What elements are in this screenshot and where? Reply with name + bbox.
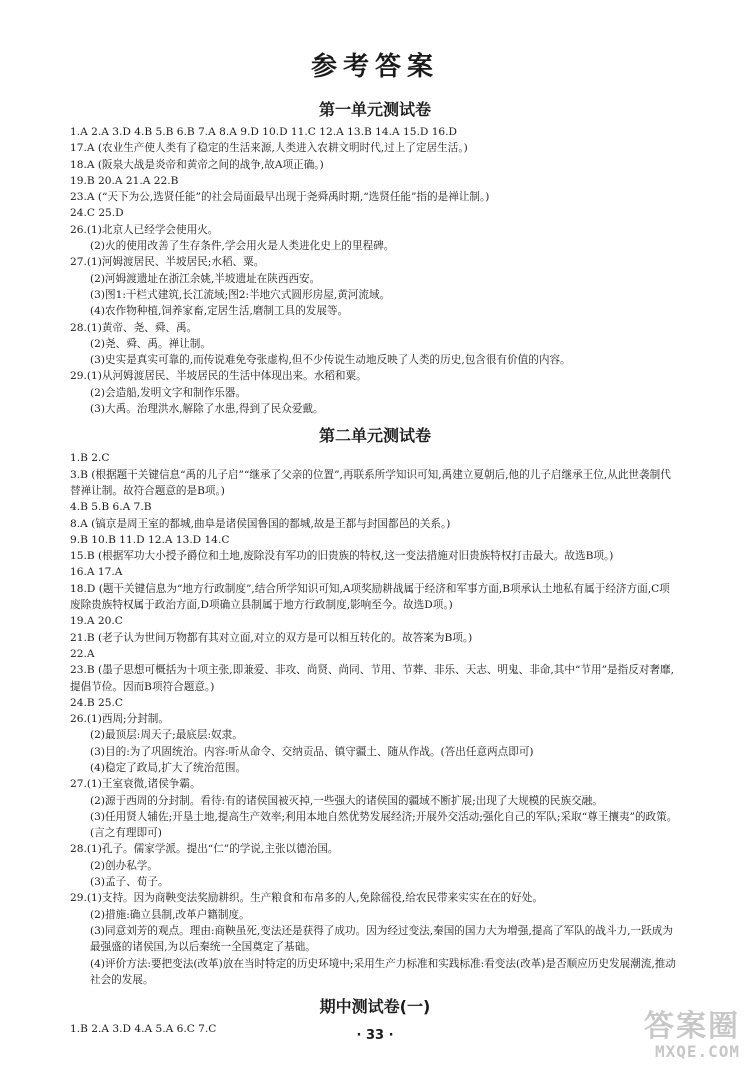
answer-line: 29.(1)支持。因为商鞅变法奖励耕织。生产粮食和布帛多的人,免除徭役,给农民带来实实在在的好处。: [70, 892, 543, 905]
answer-line: (2)最顶层:周天子;最底层:奴隶。: [90, 729, 243, 742]
watermark-text: 答案圈: [644, 1009, 740, 1044]
section-title: 第二单元测试卷: [318, 426, 431, 446]
answer-line: 29.(1)从河姆渡居民、半坡居民的生活中体现出来。水稻和粟。: [70, 370, 367, 383]
page-title: 参考答案: [310, 52, 439, 82]
answer-line: 3.B (根据题干关键信息“禹的儿子启”“继承了父亲的位置”,再联系所学知识可知,禹建立夏朝后,他的儿子启继承王位,从此世袭制代替禅让制。故符合题意的是B项。): [70, 468, 671, 497]
answer-line: (2)尧、舜、禹。禅让制。: [90, 337, 211, 350]
answer-line: 8.A (镐京是周王室的都城,曲阜是诸侯国鲁国的都城,故是王都与封国都邑的关系。): [70, 517, 451, 530]
answer-line: 1.B 2.A 3.D 4.A 5.A 6.C 7.C: [70, 1023, 217, 1036]
answer-line: 24.B 25.C: [70, 696, 123, 709]
answer-line: 26.(1)北京人已经学会使用火。: [70, 223, 219, 236]
answer-line: 16.A 17.A: [70, 566, 123, 579]
answer-line: 18.A (阪泉大战是炎帝和黄帝之间的战争,故A项正确。): [70, 158, 324, 171]
page-number: · 33 ·: [356, 1028, 394, 1043]
answer-line: (3)目的:为了巩固统治。内容:听从命令、交纳贡品、镇守疆土、随从作战。(答出任意两点即可): [90, 745, 534, 758]
answer-line: 26.(1)西周;分封制。: [70, 713, 169, 726]
answer-line: (3)同意刘芳的观点。理由:商鞅虽死,变法还是获得了成功。因为经过变法,秦国的国力大为增强,提高了军队的战斗力,一跃成为最强盛的诸侯国,为以后秦统一全国奠定了基础。: [90, 924, 673, 954]
answer-line: (3)图1:干栏式建筑,长江流域;图2:半地穴式圆形房屋,黄河流域。: [90, 288, 391, 301]
answer-line: (3)任用贤人辅佐;开垦土地,提高生产效率;利用本地自然优势发展经济;开展外交活动;强化自己的军队;采取“尊王攘夷”的政策。(言之有理即可): [90, 810, 678, 840]
answer-line: (4)稳定了政局,扩大了统治范围。: [90, 761, 247, 774]
answer-line: (2)会造船,发明文字和制作乐器。: [90, 386, 247, 399]
answer-line: 27.(1)王室衰微,诸侯争霸。: [70, 778, 201, 791]
answer-line: (3)大禹。治理洪水,解除了水患,得到了民众爱戴。: [90, 403, 324, 416]
watermark-logo: [590, 1009, 740, 1068]
answer-line: 24.C 25.D: [70, 207, 124, 220]
answer-line: (2)火的使用改善了生存条件,学会用火是人类进化史上的里程碑。: [90, 240, 395, 253]
answer-line: (2)河姆渡遗址在浙江余姚,半坡遗址在陕西西安。: [90, 272, 321, 285]
answer-line: 28.(1)孔子。儒家学派。提出“仁”的学说,主张以德治国。: [70, 843, 339, 856]
answer-line: 1.A 2.A 3.D 4.B 5.B 6.B 7.A 8.A 9.D 10.D 11.C 12.A 13.B 14.A 15.D 16.D: [70, 126, 458, 138]
answer-line: 19.A 20.C: [70, 615, 123, 628]
answer-line: 17.A (农业生产使人类有了稳定的生活来源,人类进入农耕文明时代,过上了定居生活。): [70, 142, 468, 155]
answer-line: 18.D (题干关键信息为“地方行政制度”,结合所学知识可知,A项奖励耕战属于经济和军事方面,B项承认土地私有属于经济方面,C项废除贵族特权属于政治方面,D项确立县制属于地方行政制度,影响至今。故选D项。): [70, 582, 670, 612]
answer-line: 23.A (“天下为公,选贤任能”的社会局面最早出现于尧舜禹时期,“选贤任能”指的是禅让制。): [70, 191, 490, 204]
section-title: 期中测试卷(一): [319, 997, 431, 1017]
answer-line: (2)创办私学。: [90, 859, 158, 872]
answer-sections: [70, 97, 680, 1037]
answer-line: 1.B 2.C: [70, 452, 110, 465]
answer-line: 19.B 20.A 21.A 22.B: [70, 174, 179, 187]
watermark-url: MXQE.COM: [654, 1042, 740, 1061]
answer-line: (2)源于西周的分封制。看待:有的诸侯国被灭掉,一些强大的诸侯国的疆域不断扩展;出现了大规模的民族交融。: [90, 794, 603, 807]
answer-line: 23.B (墨子思想可概括为十项主张,即兼爱、非攻、尚贤、尚同、节用、节葬、非乐、天志、明鬼、非命,其中“节用”是指反对奢靡,提倡节俭。因而B项符合题意。): [70, 664, 674, 693]
answer-line: (3)史实是真实可靠的,而传说难免夸张虚构,但不少传说生动地反映了人类的历史,包含很有价值的内容。: [90, 354, 571, 367]
answer-line: 15.B (根据军功大小授予爵位和土地,废除没有军功的旧贵族的特权,这一变法措施对旧贵族特权打击最大。故选B项。): [70, 550, 614, 563]
answer-line: 22.A: [70, 647, 95, 660]
answer-line: (4)农作物种植,饲养家畜,定居生活,磨制工具的发展等。: [90, 305, 349, 318]
answer-line: 28.(1)黄帝、尧、舜、禹。: [70, 321, 198, 334]
answer-line: 21.B (老子认为世间万物都有其对立面,对立的双方是可以相互转化的。故答案为B项。): [70, 631, 473, 644]
answer-line: 4.B 5.B 6.A 7.B: [70, 501, 152, 514]
answer-line: (3)孟子、荀子。: [90, 876, 169, 889]
answer-line: (2)措施:确立县制,改革户籍制度。: [90, 908, 250, 921]
answer-line: 27.(1)河姆渡居民、半坡居民;水稻、粟。: [70, 256, 265, 269]
answer-line: (4)评价方法:要把变法(改革)放在当时特定的历史环境中;采用生产力标准和实践标准:看变法(改革)是否顺应历史发展潮流,推动社会的发展。: [90, 957, 676, 986]
section-title: 第一单元测试卷: [318, 100, 431, 119]
answer-line: 9.B 10.B 11.D 12.A 13.D 14.C: [70, 533, 230, 546]
